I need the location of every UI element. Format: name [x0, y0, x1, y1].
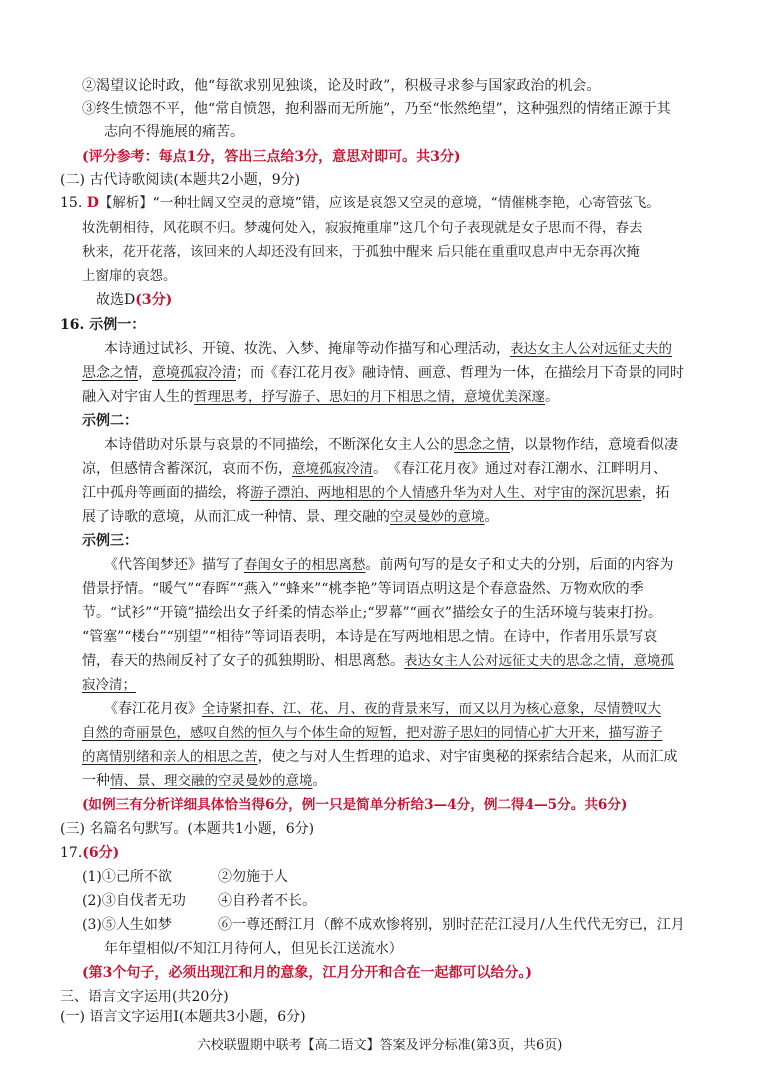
q16-ex3-text-5: 一种: [82, 773, 110, 789]
q16-ex1-line-3: [82, 387, 559, 407]
q16-ex3-period: 。: [312, 773, 327, 789]
q15-analysis: 【解析】“一种壮阔又空灵的意境”错，应该是哀怨又空灵的意境，“情催桃李艳，心寄管弦飞。: [98, 195, 660, 211]
q16-ex3-underline-3: 全诗紧扣春、江、花、月、夜的背景来写，而又以月为核心意象，尽情赞叹大: [202, 701, 661, 717]
q15-choose: 故选D: [96, 292, 136, 308]
q17-heading: [60, 843, 119, 863]
q16-ex2-underline-4: 空灵曼妙的意境: [390, 509, 485, 525]
q16-ex3-text-2: 。前两句写的是女子和丈夫的分别，后面的内容为: [365, 557, 674, 573]
subsection-heading-language-1: (一) 语言文字运用Ⅰ(本题共3小题，6分): [60, 1009, 306, 1025]
q16-ex2-text-4: 。 《春江花月夜》通过对春江潮水、江畔明月、: [373, 461, 667, 477]
q16-ex2-line-4: [82, 507, 499, 527]
q16-ex3-line-9: [82, 747, 678, 767]
q15-conclusion: [96, 290, 172, 310]
q16-ex2-text-6: ，拓: [641, 485, 670, 501]
q16-ex2-underline-3: 游子漂泊、两地相思的个人情感升华为对人生、对宇宙的深沉思索: [250, 485, 642, 501]
q17-answer-3-cont: 年年望相似/不知江月待何人，但见长江送流水）: [104, 941, 403, 957]
scoring-note-14: (评分参考：每点1分，答出三点给3分，意思对即可。共3分): [82, 149, 461, 165]
q15-line-4: 上窗扉的哀怨。: [82, 268, 177, 284]
q16-ex3-underline-2: 表达女主人公对远征丈夫的思念之情，意境孤: [404, 653, 674, 669]
q15-line-3: 秋来，花开花落，该回来的人却还没有回来，于孤独中醒来 后只能在重重叹息声中无奈再次掩: [82, 244, 640, 260]
q16-ex3-underline-5: 情、景、理交融的空灵曼妙的意境: [110, 773, 313, 789]
q16-ex1-comma: ，: [138, 365, 152, 381]
answer-point-3: ③终生愤怨不平，他“常自愤怨，抱利器而无所施”，乃至“怅然绝望”，这种强烈的情绪正源于其: [82, 101, 671, 117]
answer-point-3-cont: 志向不得施展的痛苦。: [104, 124, 244, 140]
q17-answer-3a: (3)⑤人生如梦: [82, 917, 172, 933]
q17-answer-3: [82, 915, 685, 935]
q16-ex1-underline-4: 哲理思考，抒写游子、思妇的月下相思之情，意境优美深邃: [194, 389, 545, 405]
q17-answer-1a: (1)①己所不欲: [82, 869, 172, 885]
q16-example-1-heading: 16. 示例一：: [60, 317, 146, 333]
q16-ex3-underline: 春闺女子的相思离愁: [244, 557, 366, 573]
q16-ex1-text-2: ；而《春江花月夜》融诗情、画意、哲理为一体，在描绘月下奇景的同时: [236, 365, 684, 381]
q16-ex2-text-5: 江中孤舟等画面的描绘，将: [82, 485, 250, 501]
answer-point-2: ②渴望议论时政，他“每欲求别见独谈，论及时政”，积极寻求参与国家政治的机会。: [82, 78, 601, 94]
q17-number: 17.: [60, 845, 83, 861]
q16-ex3-text-4: ，使之与对人生哲理的追求、对宇宙奥秘的探索结合起来，从而汇成: [257, 749, 678, 765]
q17-answer-2b: ④自矜者不长。: [218, 893, 316, 909]
q16-ex1-underline-2: 思念之情: [82, 365, 138, 381]
q16-ex3-text-3: 情，春天的热闹反衬了女子的孤独期盼、相思离愁。: [82, 653, 404, 669]
q16-ex2-text: 本诗借助对乐景与哀景的不同描绘，不断深化女主人公的: [104, 437, 454, 453]
q17-answer-3b: ⑥一尊还酹江月（醉不成欢惨将别，别时茫茫江浸月/人生代代无穷已，江月: [218, 917, 685, 933]
q17-answer-2: [82, 891, 316, 911]
q16-ex2-line-3: [82, 483, 670, 503]
q15-line-2: 妆洗朝相待，风花暝不归。梦魂何处入，寂寂掩重扉”这几个句子表现就是女子思而不得，春去: [82, 220, 643, 236]
q15-answer: D: [86, 195, 99, 211]
q16-ex1-line-2: [82, 363, 684, 383]
q16-ex3-line-6: 寂冷清；: [82, 677, 136, 693]
q16-ex3-line-5: [82, 651, 674, 671]
q16-ex2-text-2: ，以景物作结，意境看似凄: [510, 437, 678, 453]
q16-ex1-period: 。: [545, 389, 559, 405]
q15-number: 15.: [60, 195, 83, 211]
q16-ex2-underline-2: 意境孤寂冷清: [292, 461, 373, 477]
q16-ex2-text-7: 展了诗歌的意境，从而汇成一种情、景、理交融的: [82, 509, 390, 525]
q16-ex2-line-2: [82, 459, 667, 479]
section-heading-recitation: (三) 名篇名句默写。(本题共1小题，6分): [60, 821, 315, 837]
q16-ex3-line-1: [104, 555, 674, 575]
q15-line-1: [60, 193, 660, 213]
q16-ex3-line-2: 借景抒情。“暖气”“春晖”“燕入”“蜂来”“桃李艳”等词语点明这是个春意盎然、万物欢欣的季: [82, 581, 644, 597]
scoring-note-16: (如例三有分析详细具体恰当得6分，例一只是简单分析给3—4分，例二得4—5分。共6分): [82, 797, 628, 813]
q16-ex3-line-7: [104, 699, 661, 719]
q16-ex1-underline-3: 意境孤寂冷清: [152, 365, 236, 381]
q16-ex3-line-4: “管塞”“楼台”“别望”“相待”等词语表明，本诗是在写两地相思之情。在诗中，作者用乐景写哀: [82, 629, 658, 645]
q16-ex3-line-8: 自然的奇丽景色，感叹自然的恒久与个体生命的短暂，把对游子思妇的同情心扩大开来，描写游子: [82, 725, 663, 741]
q17-answer-1b: ②勿施于人: [218, 869, 288, 885]
q16-ex3-title: 《春江花月夜》: [104, 701, 202, 717]
q16-ex3-text: 《代答闺梦还》描写了: [104, 557, 244, 573]
q16-ex3-line-10: [82, 771, 327, 791]
q17-answer-2a: (2)③自伐者无功: [82, 893, 186, 909]
q16-ex2-line-1: [104, 435, 678, 455]
q16-ex2-period: 。: [484, 509, 499, 525]
q16-ex1-line-1: [104, 339, 672, 359]
q16-example-2-heading: 示例二：: [82, 413, 138, 429]
q16-ex1-text: 本诗通过试衫、开镜、妆洗、入梦、掩扉等动作描写和心理活动，: [104, 341, 510, 357]
q16-ex2-underline: 思念之情: [454, 437, 510, 453]
q16-ex1-text-3: 融入对宇宙人生的: [82, 389, 194, 405]
q16-ex1-underline: 表达女主人公对远征丈夫的: [510, 341, 672, 357]
q17-answer-1: [82, 867, 288, 887]
q16-ex2-text-3: 凉，但感情含蓄深沉，哀而不伤，: [82, 461, 292, 477]
scoring-note-17: (第3个句子，必须出现江和月的意象，江月分开和合在一起都可以给分。): [82, 965, 532, 981]
q16-ex3-underline-4: 的离情别绪和亲人的相思之苦: [82, 749, 258, 765]
q16-example-3-heading: 示例三：: [82, 533, 138, 549]
page-footer: 六校联盟期中联考【高二语文】答案及评分标准(第3页，共6页): [197, 1038, 563, 1053]
q17-score: (6分): [82, 845, 120, 861]
q16-ex3-line-3: 节。“试衫”“开镜”描绘出女子纤柔的情态举止;“罗幕”“画衣”描绘女子的生活环境与装束打扮。: [82, 605, 662, 621]
section-heading-language: 三、语言文字运用(共20分): [60, 989, 229, 1005]
q15-score: (3分): [135, 292, 173, 308]
section-heading-poetry: (二) 古代诗歌阅读(本题共2小题，9分): [60, 172, 301, 188]
